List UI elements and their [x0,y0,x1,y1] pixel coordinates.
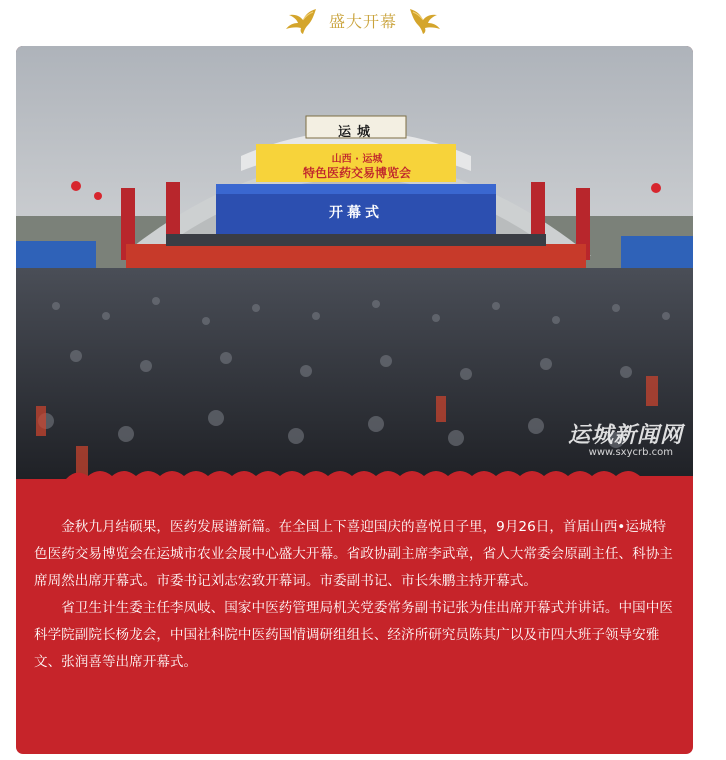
section-title: 盛大开幕 [328,11,397,31]
watermark-text: 运城新闻网 [567,423,683,448]
section-header [0,0,726,40]
expo-banner-line1: 山西 · 运城 [331,154,383,165]
building-sign: 运城 [337,125,376,140]
article-card [16,46,693,754]
wave-divider [16,454,693,494]
expo-banner-line2: 特色医药交易博览会 [302,166,411,180]
opening-ceremony-photo [16,46,693,479]
watermark-url: www.sxycrb.com [588,447,673,458]
dove-icon [407,5,443,35]
article-paragraph: 金秋九月结硕果，医药发展谱新篇。在全国上下喜迎国庆的喜悦日子里，9月26日，首届山西•运城特色医药交易博览会在运城市农业会展中心盛大开幕。省政协副主席李武章，省人大常委会原副主任、科协主席周然出席开幕式。市委书记刘志宏致开幕词。市委副书记、市长朱鹏主持开幕式。 [34,519,673,589]
article-paragraph: 省卫生计生委主任李凤岐、国家中医药管理局机关党委常务副书记张为佳出席开幕式并讲话。中国中医科学院副院长杨龙会，中国社科院中医药国情调研组组长、经济所研究员陈其广以及市四大班子领导安雅文、张润喜等出席开幕式。 [34,600,673,670]
dove-icon [283,5,319,35]
stage-screen-title: 开幕式 [329,205,383,221]
article-body [34,514,676,676]
